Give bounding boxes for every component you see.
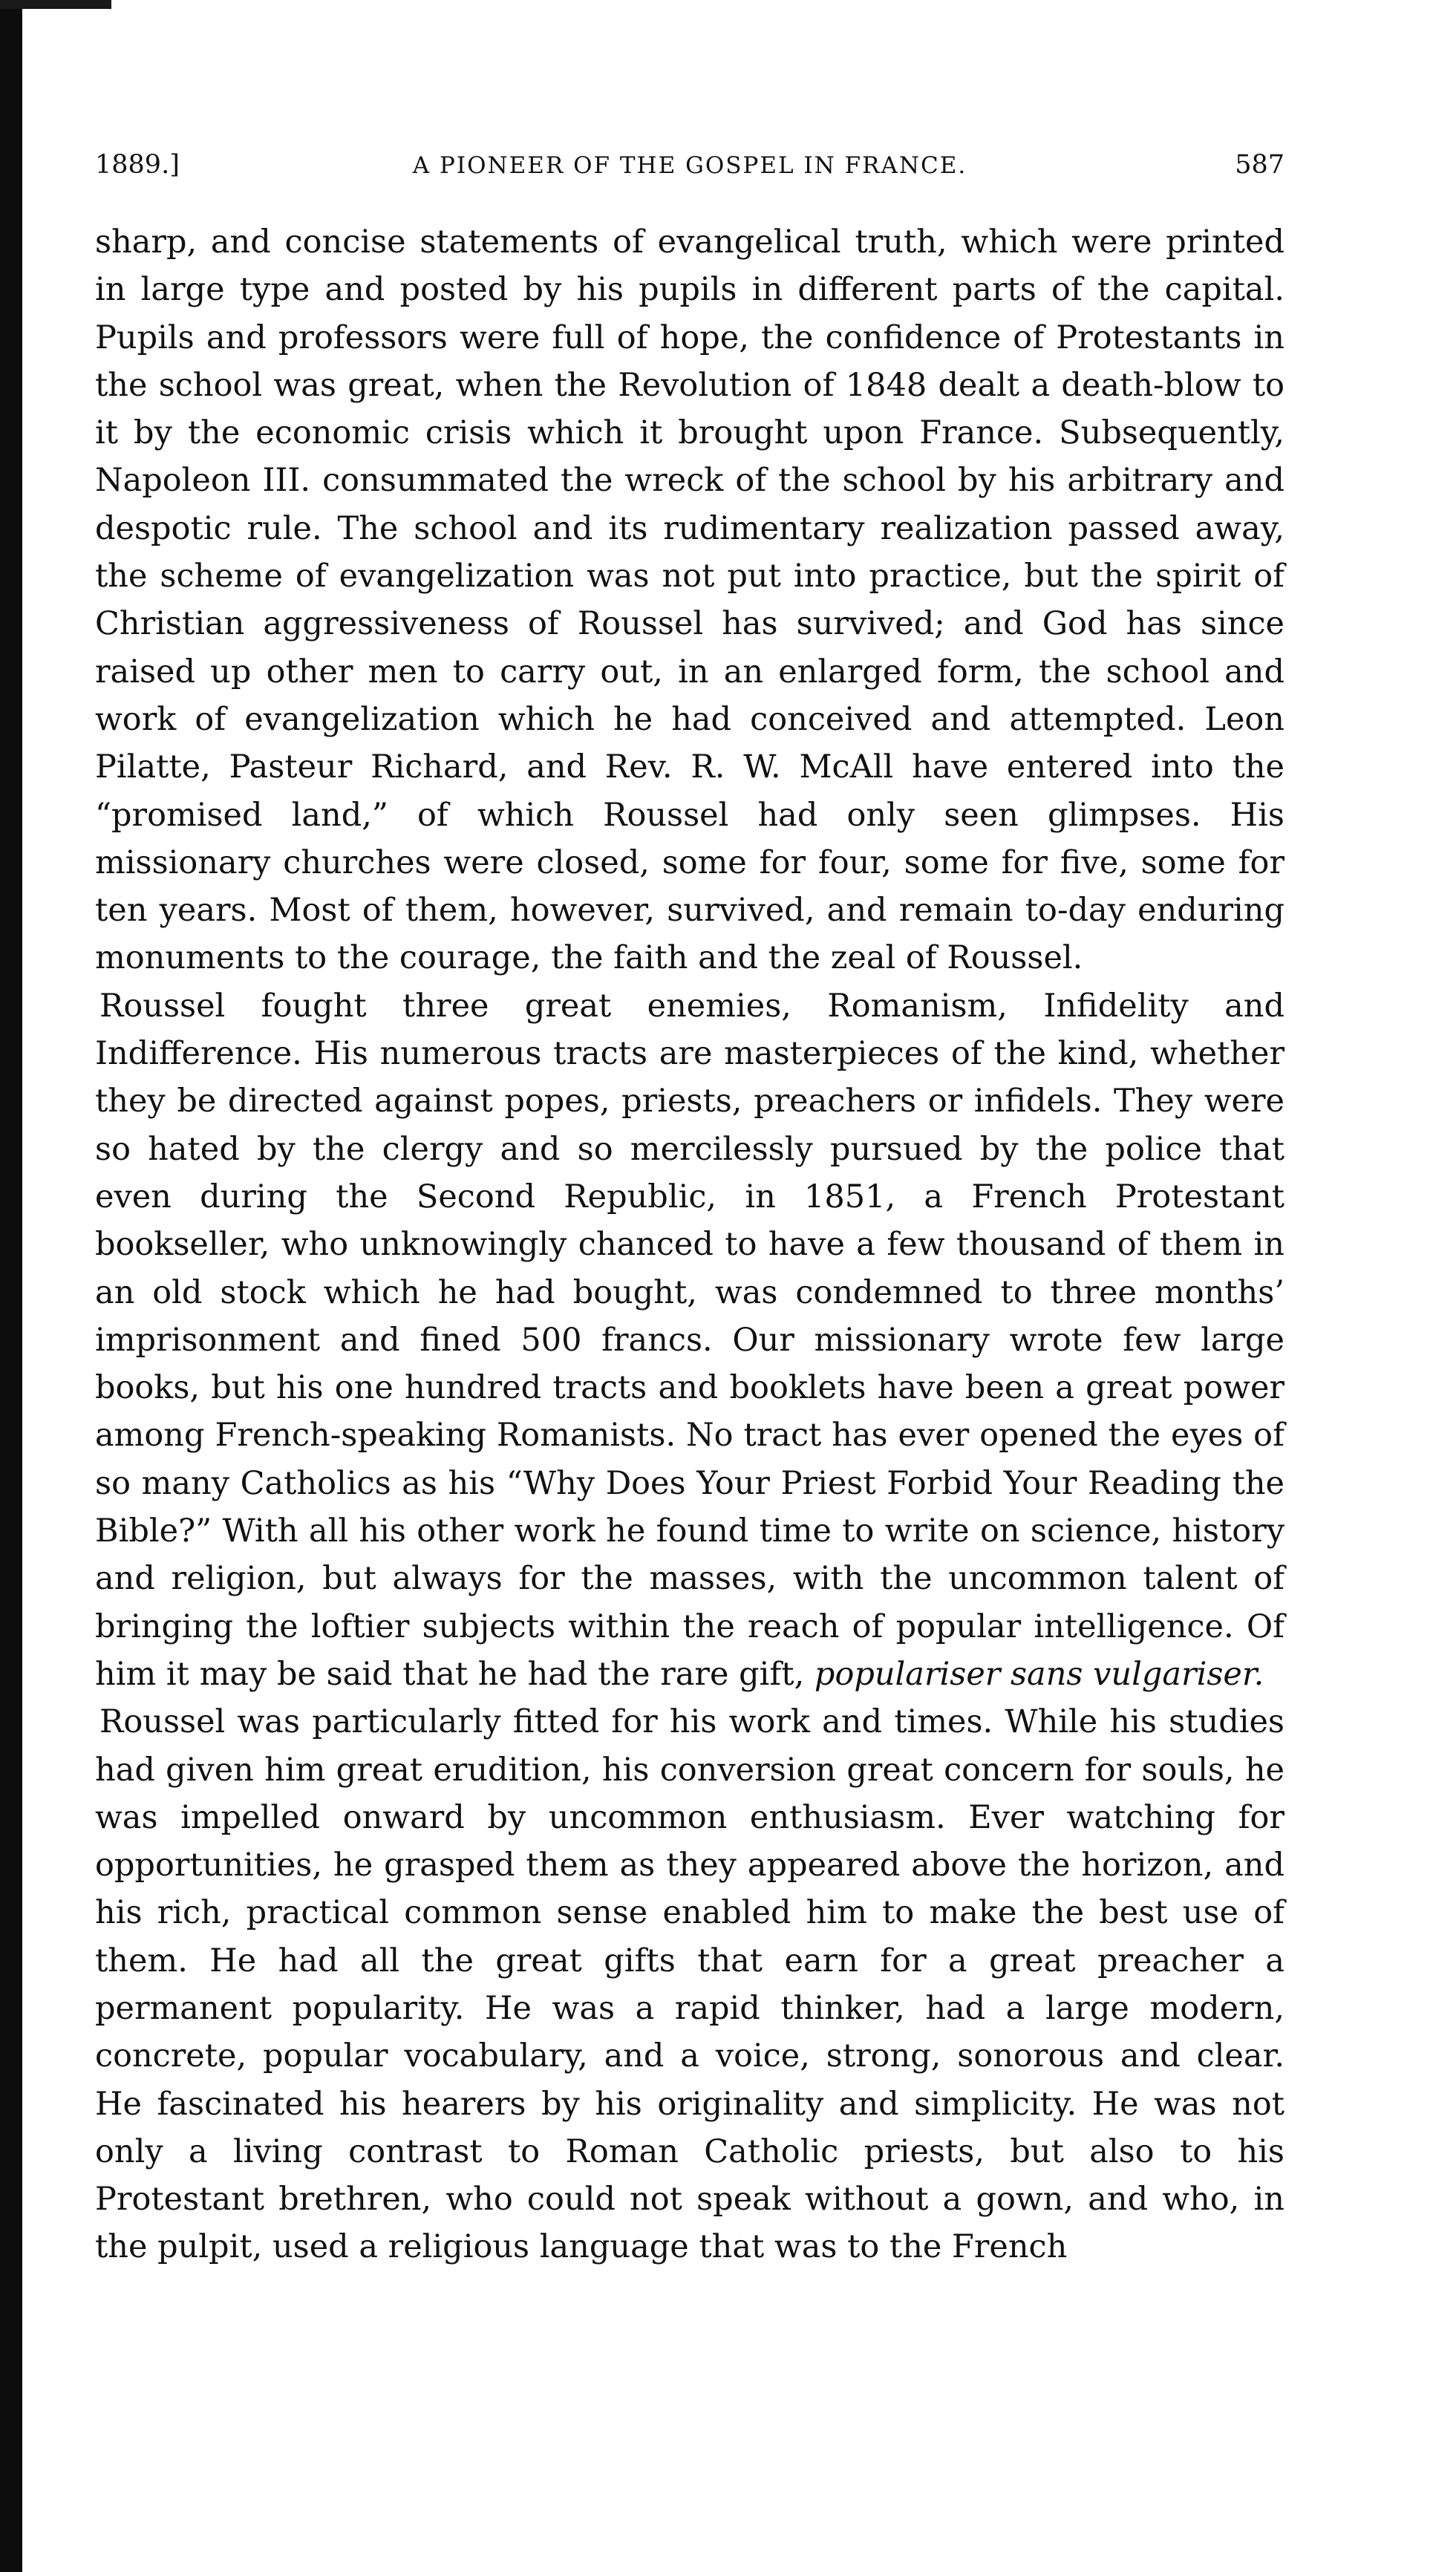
paragraph-3: [95, 1698, 1284, 2271]
running-header: [95, 148, 1284, 181]
page-binding-edge: [0, 0, 22, 2572]
paragraph-3-text: Roussel was particularly fitted for his work and times. While his studies had given him great erudition, his conversion great concern for souls, he was impelled onward by uncommon enthusiasm. Ever watching for opportunities, he grasped them as they appeared above the horizon, and his rich, practical common sense enabled him to make the best use of them. He had all the great gifts that earn for a great preacher a permanent popularity. He was a rapid thinker, had a large modern, concrete, popular vocabulary, and a voice, strong, sonorous and clear. He fascinated his hearers by his originality and simplicity. He was not only a living contrast to Roman Catholic priests, but also to his Protestant brethren, who could not speak without a gown, and who, in the pulpit, used a religious language that was to the French: [95, 1703, 1284, 2266]
paragraph-1-text: sharp, and concise statements of evangelical truth, which were printed in large type and posted by his pupils in different parts of the capital. Pupils and professors were full of hope, the confidence of Protestants in the school was great, when the Revolution of 1848 dealt a death-blow to it by the economic crisis which it brought upon France. Subsequently, Napoleon III. consummated the wreck of the school by his arbitrary and despotic rule. The school and its rudimentary realization passed away, the scheme of evangelization was not put into practice, but the spirit of Christian aggressiveness of Roussel has survived; and God has since raised up other men to carry out, in an enlarged form, the school and work of evangelization which he had conceived and attempted. Leon Pilatte, Pasteur Richard, and Rev. R. W. McAll have entered into the “promised land,” of which Roussel had only seen glimpses. His missionary churches were closed, some for four, some for five, some for ten years. Most of them, however, survived, and remain to-day enduring monuments to the courage, the faith and the zeal of Roussel.: [95, 223, 1284, 977]
page-number: 587: [1235, 150, 1284, 180]
header-title: A PIONEER OF THE GOSPEL IN FRANCE.: [412, 152, 967, 179]
paragraph-2: [95, 982, 1284, 1698]
body-text: [95, 218, 1284, 2271]
page-binding-corner: [0, 0, 111, 9]
paragraph-2-italic-phrase: populariser sans vulgariser.: [814, 1655, 1264, 1693]
header-year: 1889.]: [95, 150, 180, 180]
book-page: [95, 148, 1284, 2271]
paragraph-2-text: Roussel fought three great enemies, Romanism, Infidelity and Indifference. His numerous tracts are masterpieces of the kind, whether they be directed against popes, priests, preachers or infidels. They were so hated by the clergy and so mercilessly pursued by the police that even during the Second Republic, in 1851, a French Protestant bookseller, who unknowingly chanced to have a few thousand of them in an old stock which he had bought, was condemned to three months’ imprisonment and fined 500 francs. Our missionary wrote few large books, but his one hundred tracts and booklets have been a great power among French-speaking Romanists. No tract has ever opened the eyes of so many Catholics as his “Why Does Your Priest Forbid Your Reading the Bible?” With all his other work he found time to write on science, history and religion, but always for the masses, with the uncommon talent of bringing the loftier subjects within the reach of popular intelligence. Of him it may be said that he had the rare gift,: [95, 987, 1284, 1693]
paragraph-1: [95, 218, 1284, 982]
